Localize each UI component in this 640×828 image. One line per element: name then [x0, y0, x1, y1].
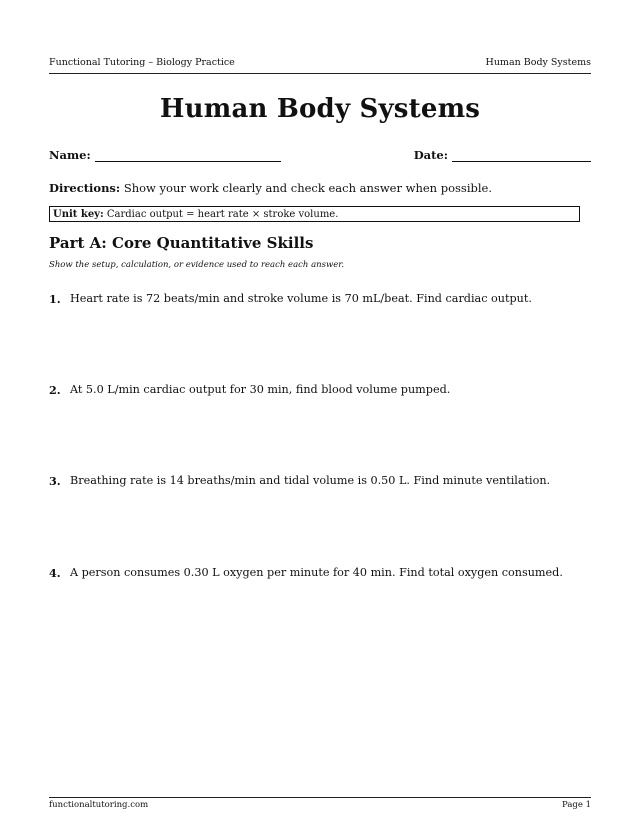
question-item	[49, 474, 591, 488]
running-header	[49, 57, 591, 74]
unit-key-label: Unit key:	[53, 209, 104, 220]
question-number: 1.	[49, 292, 61, 306]
date-field	[414, 148, 591, 162]
part-a-instructions: Show the setup, calculation, or evidence used to reach each answer.	[49, 260, 345, 270]
date-label: Date:	[413, 148, 448, 162]
question-item	[49, 566, 591, 580]
directions	[49, 181, 591, 195]
question-item	[49, 292, 591, 306]
unit-key-text: Cardiac output = heart rate × stroke volume.	[106, 209, 339, 220]
question-item	[49, 383, 591, 397]
footer-page-number: Page 1	[562, 800, 591, 810]
page-title: Human Body Systems	[159, 94, 481, 124]
unit-key-box	[49, 206, 580, 222]
name-blank-line[interactable]	[95, 150, 281, 162]
question-number: 3.	[49, 474, 61, 488]
date-blank-line[interactable]	[452, 150, 591, 162]
question-text: Heart rate is 72 beats/min and stroke volume is 70 mL/beat. Find cardiac output.	[70, 292, 532, 305]
question-number: 4.	[49, 566, 61, 580]
directions-label: Directions:	[49, 181, 121, 195]
question-number: 2.	[49, 383, 61, 397]
directions-text: Show your work clearly and check each answer when possible.	[123, 181, 493, 195]
name-field	[49, 148, 281, 162]
header-course: Functional Tutoring – Biology Practice	[49, 57, 235, 68]
header-topic: Human Body Systems	[485, 57, 591, 68]
student-fields	[49, 148, 591, 164]
name-label: Name:	[49, 148, 91, 162]
question-text: Breathing rate is 14 breaths/min and tidal volume is 0.50 L. Find minute ventilation.	[70, 474, 551, 487]
question-text: At 5.0 L/min cardiac output for 30 min, find blood volume pumped.	[70, 383, 451, 396]
running-footer	[49, 797, 591, 810]
question-text: A person consumes 0.30 L oxygen per minute for 40 min. Find total oxygen consumed.	[70, 566, 563, 579]
footer-site: functionaltutoring.com	[49, 800, 149, 810]
part-a-heading: Part A: Core Quantitative Skills	[49, 234, 314, 252]
